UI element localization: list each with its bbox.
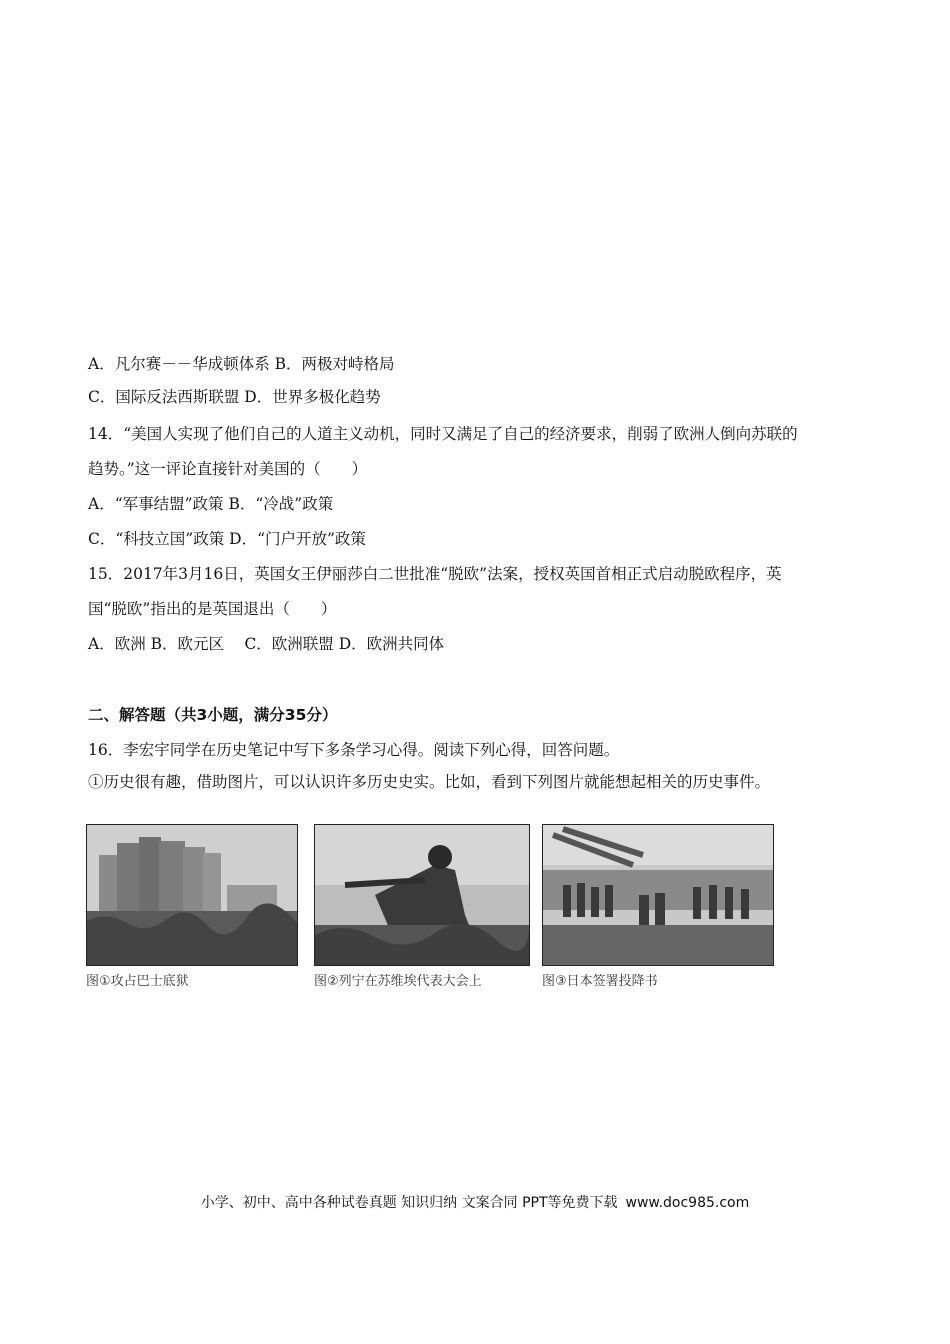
q16-stem: 16．李宏宇同学在历史笔记中写下多条学习心得。阅读下列心得，回答问题。 [88,741,620,759]
section-2-heading: 二、解答题（共3小题，满分35分） [88,706,338,724]
figure-1-caption: 图①攻占巴士底狱 [86,974,189,989]
q14-stem-line-2: 趋势。”这一评论直接针对美国的（ ） [88,460,368,478]
historical-photo-strip [86,820,778,992]
q15-stem-line-2: 国“脱欧”指出的是英国退出（ ） [88,600,337,618]
figure-japan-surrender [542,820,778,992]
lenin-photo [314,824,530,966]
q14-stem-line-1: 14．“美国人实现了他们自己的人道主义动机，同时又满足了自己的经济要求，削弱了欧洲人倒向苏联的 [88,425,798,443]
page-footer [0,1192,950,1212]
q15-options-line-1: A．欧洲 B．欧元区 C．欧洲联盟 D．欧洲共同体 [88,635,445,653]
q14-options-line-2: C．“科技立国”政策 D．“门户开放”政策 [88,530,366,548]
figure-lenin [314,820,534,992]
figure-bastille [86,820,300,992]
figure-3-caption: 图③日本签署投降书 [542,974,658,989]
q14-options-line-1: A．“军事结盟”政策 B．“冷战”政策 [88,495,334,513]
q15-stem-line-1: 15．2017年3月16日，英国女王伊丽莎白二世批准“脱欧”法案，授权英国首相正式启动脱欧程序，英 [88,565,782,583]
q13-options-line-1: A．凡尔赛－－华成顿体系 B．两极对峙格局 [88,355,395,373]
surrender-photo [542,824,774,966]
bastille-photo [86,824,298,966]
q16-point-1: ①历史很有趣，借助图片，可以认识许多历史史实。比如，看到下列图片就能想起相关的历史事件。 [88,773,771,791]
q13-options-line-2: C．国际反法西斯联盟 D．世界多极化趋势 [88,388,381,406]
footer-url[interactable]: www.doc985.com [625,1195,750,1211]
footer-text: 小学、初中、高中各种试卷真题 知识归纳 文案合同 PPT等免费下载 [200,1195,618,1211]
figure-2-caption: 图②列宁在苏维埃代表大会上 [314,974,482,989]
